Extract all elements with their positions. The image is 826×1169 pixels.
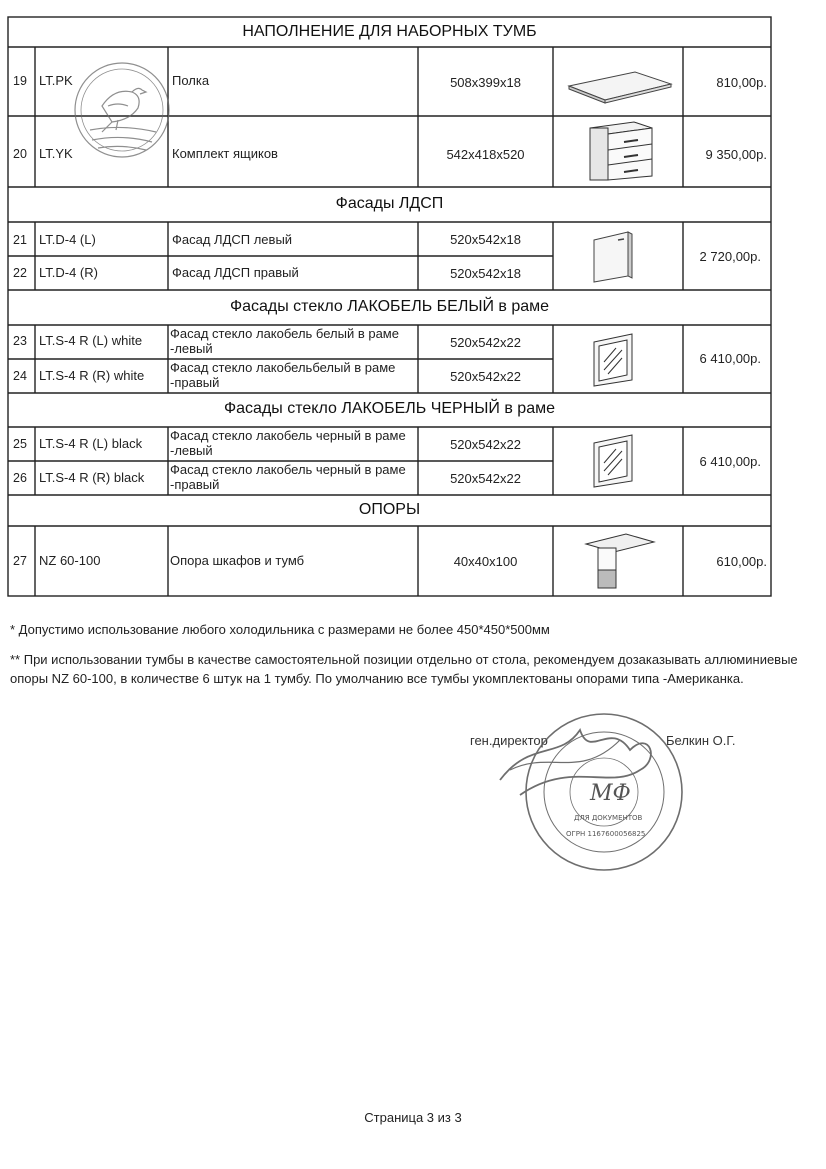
item-code: LT.D-4 (R): [39, 265, 98, 280]
merged-price-white: 6 410,00р.: [699, 351, 761, 366]
item-code: LT.S-4 R (L) black: [39, 436, 143, 451]
item-size: 520x542x22: [450, 369, 521, 384]
item-code: LT.S-4 R (R) white: [39, 368, 145, 383]
seal-monogram: МФ: [590, 781, 631, 806]
item-price: 9 350,00р.: [705, 147, 767, 162]
item-code: LT.D-4 (L): [39, 232, 96, 247]
item-size: 40x40x100: [453, 554, 518, 569]
row-number: 24: [13, 369, 27, 383]
seal-docs-label: ДЛЯ ДОКУМЕНТОВ: [574, 814, 643, 822]
seal-ogrn: ОГРН 1167600056825: [566, 830, 646, 838]
item-description: Комплект ящиков: [172, 146, 278, 161]
item-description: Фасад ЛДСП правый: [172, 265, 299, 280]
item-description: Фасад стекло лакобель белый в раме -левый: [170, 326, 399, 356]
item-code: LT.S-4 R (L) white: [39, 333, 143, 348]
item-size: 520x542x18: [450, 266, 521, 281]
item-description: Опора шкафов и тумб: [170, 553, 305, 568]
signature-name: Белкин О.Г.: [666, 733, 736, 748]
section-header-black-glass: Фасады стекло ЛАКОБЕЛЬ ЧЕРНЫЙ в раме: [223, 400, 555, 417]
support-leg-icon: [580, 530, 660, 592]
section-header-white-glass: Фасады стекло ЛАКОБЕЛЬ БЕЛЫЙ в раме: [229, 298, 550, 315]
row-number: 23: [13, 334, 27, 348]
merged-price-ldsp: 2 720,00р.: [699, 249, 761, 264]
row-number: 21: [13, 233, 27, 247]
item-size: 520x542x22: [450, 471, 521, 486]
door-panel-icon: [590, 230, 636, 284]
row-number: 20: [13, 147, 27, 161]
row-number: 19: [13, 74, 27, 88]
item-code: LT.S-4 R (R) black: [39, 470, 145, 485]
note-fridge: * Допустимо использование любого холодильника с размерами не более 450*450*500мм: [10, 622, 550, 637]
glass-door-icon: [590, 433, 640, 489]
item-description: Полка: [172, 73, 210, 88]
bird-stamp: [72, 58, 172, 162]
section-header-filling: НАПОЛНЕНИЕ ДЛЯ НАБОРНЫХ ТУМБ: [242, 23, 537, 40]
section-header-supports: ОПОРЫ: [358, 501, 421, 518]
item-description: Фасад стекло лакобельбелый в раме -правый: [170, 360, 396, 390]
item-code: LT.PK: [39, 73, 73, 88]
item-size: 542x418x520: [446, 147, 525, 162]
note-supports: ** При использовании тумбы в качестве самостоятельной позиции отдельно от стола, рекомендуем дозаказывать аллюминиевые опоры NZ 60-100, в количестве 6 штук на 1 тумбу. По умолчанию все тумбы укомплектованы опорами типа -Американка.: [10, 652, 798, 686]
item-code: LT.YK: [39, 146, 73, 161]
item-code: NZ 60-100: [39, 553, 101, 568]
row-number: 22: [13, 266, 27, 280]
item-size: 520x542x18: [450, 232, 521, 247]
section-header-ldsp: Фасады ЛДСП: [335, 195, 444, 212]
shelf-icon: [565, 66, 675, 106]
item-size: 508x399x18: [450, 75, 521, 90]
merged-price-black: 6 410,00р.: [699, 454, 761, 469]
row-number: 26: [13, 471, 27, 485]
item-size: 520x542x22: [450, 437, 521, 452]
item-size: 520x542x22: [450, 335, 521, 350]
page-number: Страница 3 из 3: [364, 1110, 462, 1125]
glass-door-icon: [590, 332, 640, 388]
item-description: Фасад стекло лакобель черный в раме -правый: [170, 462, 406, 492]
item-description: Фасад ЛДСП левый: [172, 232, 293, 247]
item-price: 610,00р.: [716, 554, 767, 569]
row-number: 25: [13, 437, 27, 451]
item-description: Фасад стекло лакобель черный в раме -левый: [170, 428, 406, 458]
signature-position: ген.директор: [470, 733, 548, 748]
drawers-icon: [580, 120, 660, 184]
company-seal: [490, 700, 690, 880]
item-price: 810,00р.: [716, 75, 767, 90]
row-number: 27: [13, 554, 27, 568]
